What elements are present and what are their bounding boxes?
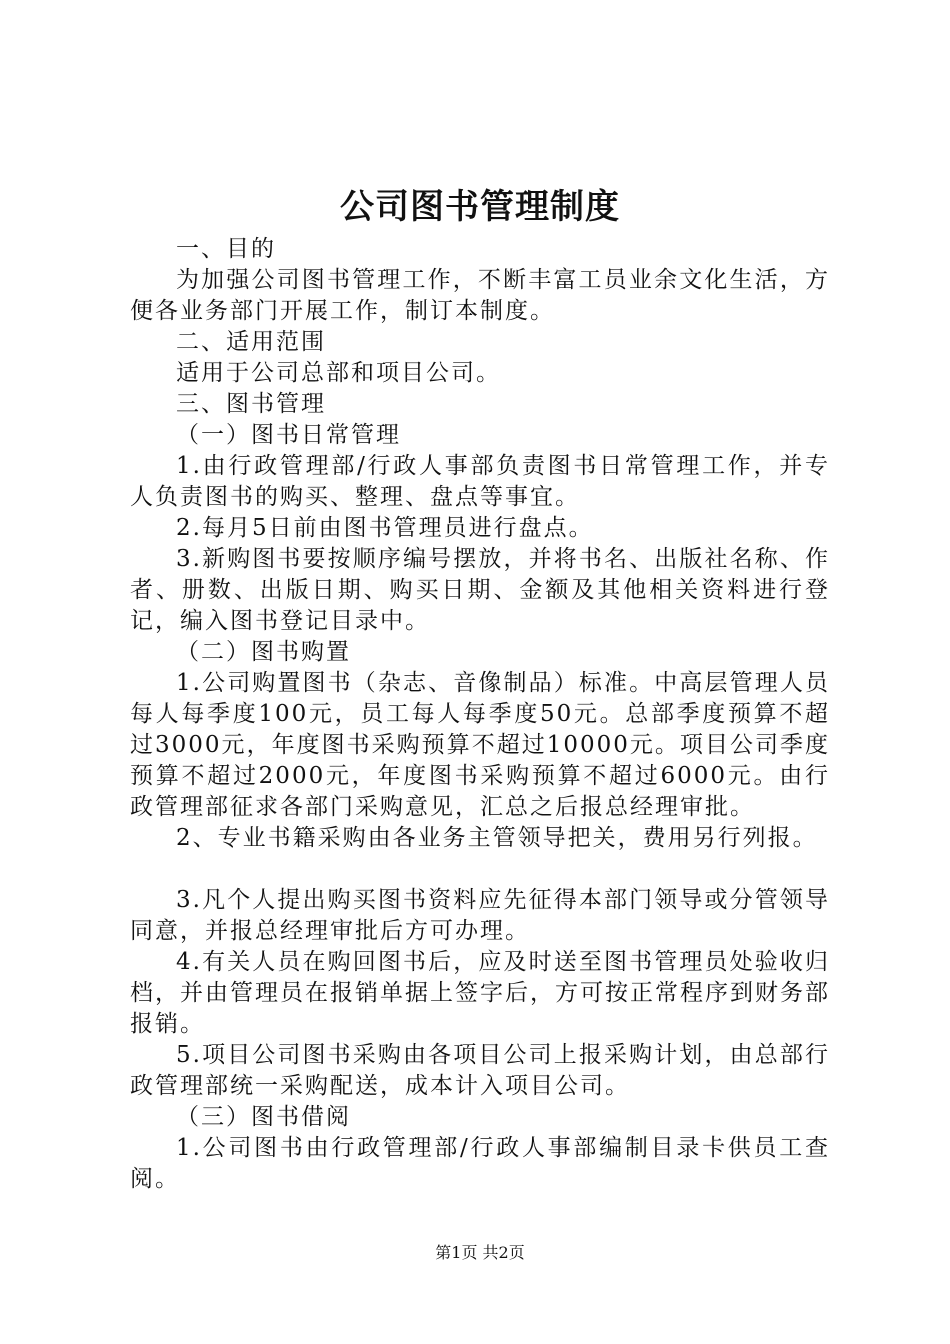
subsection-heading-borrowing: （三）图书借阅 — [176, 1104, 351, 1130]
paragraph-daily-1: 1.由行政管理部/行政人事部负责图书日常管理工作，并专人负责图书的购买、整理、盘点等事宜。 — [130, 453, 830, 510]
section-heading-purpose: 一、目的 — [176, 236, 276, 262]
paragraph-purchase-5: 5.项目公司图书采购由各项目公司上报采购计划，由总部行政管理部统一采购配送，成本计入项目公司。 — [130, 1042, 830, 1099]
page-footer: 第1页 共2页 — [435, 1243, 525, 1262]
paragraph-daily-2: 2.每月5日前由图书管理员进行盘点。 — [176, 515, 594, 541]
subsection-heading-purchase: （二）图书购置 — [176, 639, 351, 665]
paragraph-purpose: 为加强公司图书管理工作，不断丰富工员业余文化生活，方便各业务部门开展工作，制订本制度。 — [130, 267, 830, 324]
paragraph-purchase-4: 4.有关人员在购回图书后，应及时送至图书管理员处验收归档，并由管理员在报销单据上签字后，方可按正常程序到财务部报销。 — [130, 949, 830, 1037]
blank-line — [130, 854, 830, 885]
document-body — [130, 234, 830, 1195]
section-heading-book-management: 三、图书管理 — [176, 391, 326, 417]
section-heading-scope: 二、适用范围 — [176, 329, 326, 355]
paragraph-purchase-2: 2、专业书籍采购由各业务主管领导把关，费用另行列报。 — [176, 825, 818, 851]
paragraph-purchase-1: 1.公司购置图书（杂志、音像制品）标准。中高层管理人员每人每季度100元，员工每人每季度50元。总部季度预算不超过3000元，年度图书采购预算不超过10000元。项目公司季度预算不超过2000元，年度图书采购预算不超过6000元。由行政管理部征求各部门采购意见，汇总之后报总经理审批。 — [130, 670, 830, 820]
paragraph-borrowing-1: 1.公司图书由行政管理部/行政人事部编制目录卡供员工查阅。 — [130, 1135, 830, 1192]
paragraph-scope: 适用于公司总部和项目公司。 — [176, 360, 501, 386]
subsection-heading-daily: （一）图书日常管理 — [176, 422, 401, 448]
paragraph-daily-3: 3.新购图书要按顺序编号摆放，并将书名、出版社名称、作者、册数、出版日期、购买日期、金额及其他相关资料进行登记，编入图书登记目录中。 — [130, 546, 830, 634]
document-title: 公司图书管理制度 — [340, 187, 620, 227]
paragraph-purchase-3: 3.凡个人提出购买图书资料应先征得本部门领导或分管领导同意，并报总经理审批后方可办理。 — [130, 887, 830, 944]
